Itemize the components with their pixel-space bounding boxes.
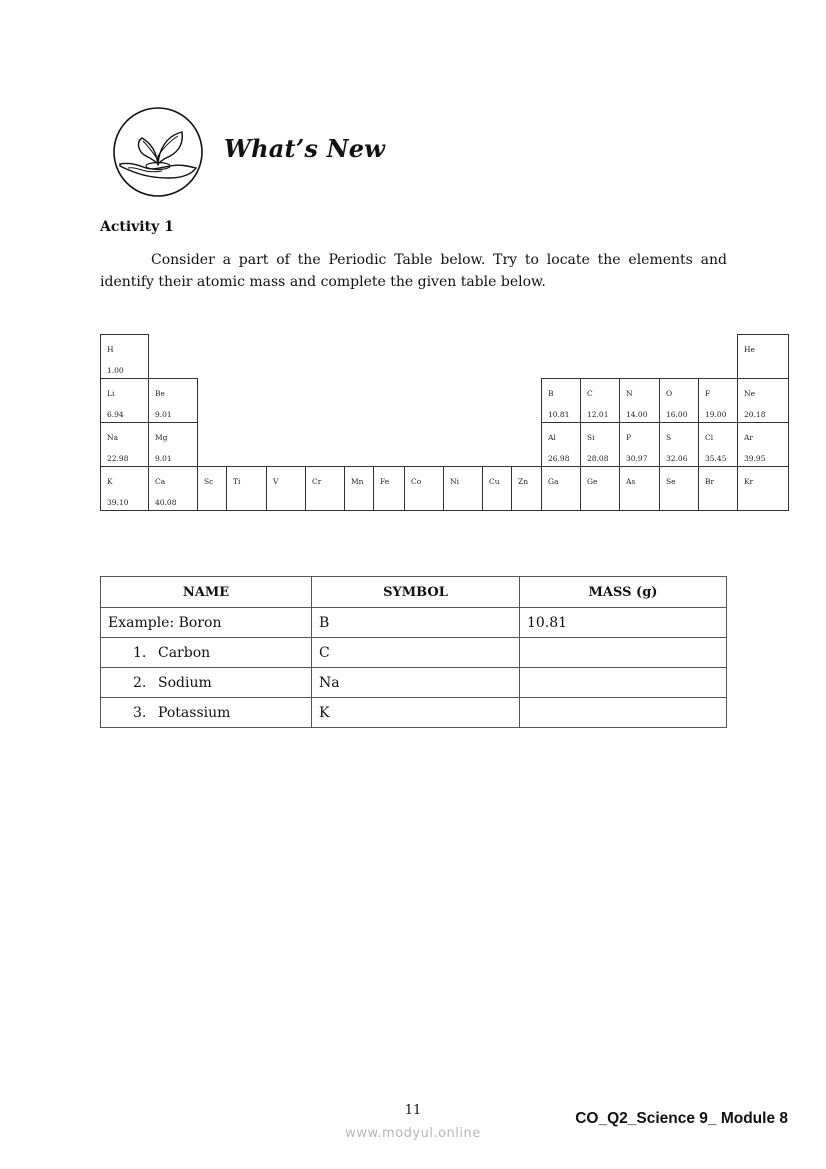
element-symbol: Be <box>155 389 165 398</box>
element-symbol: As <box>626 477 636 486</box>
element-cell-f <box>698 378 738 423</box>
element-cell-ca <box>148 466 198 511</box>
table-row <box>101 668 727 698</box>
element-mass: 19.00 <box>705 410 727 419</box>
mass-answer-cell[interactable] <box>520 668 727 698</box>
element-symbol: Ne <box>744 389 756 398</box>
element-cell-k <box>100 466 149 511</box>
element-cell-b <box>541 378 581 423</box>
element-cell-o <box>659 378 699 423</box>
element-cell-c <box>580 378 620 423</box>
element-symbol: S <box>666 433 672 442</box>
element-cell-as <box>619 466 660 511</box>
element-symbol: He <box>744 345 755 354</box>
element-symbol: Fe <box>380 477 390 486</box>
element-cell-ge <box>580 466 620 511</box>
mass-answer-cell[interactable] <box>520 698 727 728</box>
element-cell-ne <box>737 378 789 423</box>
mass-answer-cell[interactable] <box>520 638 727 668</box>
hand-holding-seedling-icon <box>112 106 204 198</box>
element-symbol: B <box>548 389 554 398</box>
element-symbol: Cu <box>489 477 500 486</box>
element-symbol: Br <box>705 477 715 486</box>
element-symbol: Na <box>107 433 119 442</box>
item-number: 3. <box>133 704 147 721</box>
mass-cell: 10.81 <box>520 608 727 638</box>
item-number: 2. <box>133 674 147 691</box>
element-mass: 26.98 <box>548 454 570 463</box>
element-cell-co <box>404 466 444 511</box>
symbol-cell: B <box>312 608 520 638</box>
watermark: www.modyul.online <box>345 1126 481 1141</box>
element-mass: 6.94 <box>107 410 124 419</box>
element-symbol: Co <box>411 477 422 486</box>
element-cell-n <box>619 378 660 423</box>
element-cell-he <box>737 334 789 379</box>
element-cell-mn <box>344 466 374 511</box>
element-symbol: O <box>666 389 673 398</box>
element-cell-cu <box>482 466 512 511</box>
name-cell <box>101 668 312 698</box>
element-symbol: Al <box>548 433 556 442</box>
element-symbol: Zn <box>518 477 529 486</box>
element-symbol: Ti <box>233 477 241 486</box>
table-row <box>101 698 727 728</box>
element-symbol: Si <box>587 433 595 442</box>
element-cell-cl <box>698 422 738 467</box>
element-mass: 10.81 <box>548 410 570 419</box>
element-cell-li <box>100 378 149 423</box>
element-cell-ga <box>541 466 581 511</box>
element-symbol: F <box>705 389 711 398</box>
element-mass: 40.08 <box>155 498 177 507</box>
column-header-symbol: SYMBOL <box>312 577 520 608</box>
element-cell-sc <box>197 466 227 511</box>
table-row <box>101 638 727 668</box>
element-cell-kr <box>737 466 789 511</box>
element-cell-mg <box>148 422 198 467</box>
element-symbol: Cr <box>312 477 322 486</box>
element-cell-na <box>100 422 149 467</box>
element-mass: 16.00 <box>666 410 688 419</box>
element-symbol: V <box>273 477 279 486</box>
element-mass: 1.00 <box>107 366 124 375</box>
element-mass: 12.01 <box>587 410 609 419</box>
element-symbol: Ge <box>587 477 598 486</box>
activity-title: Activity 1 <box>100 219 174 235</box>
item-name: Sodium <box>158 674 212 691</box>
element-cell-s <box>659 422 699 467</box>
element-mass: 28.08 <box>587 454 609 463</box>
name-cell <box>101 638 312 668</box>
element-cell-se <box>659 466 699 511</box>
element-cell-zn <box>511 466 542 511</box>
element-mass: 39.95 <box>744 454 766 463</box>
column-header-mass: MASS (g) <box>520 577 727 608</box>
element-symbol: Ar <box>744 433 754 442</box>
element-mass: 39.10 <box>107 498 129 507</box>
element-mass: 22.98 <box>107 454 129 463</box>
item-name: Potassium <box>158 704 231 721</box>
element-symbol: Ni <box>450 477 459 486</box>
activity-instructions: Consider a part of the Periodic Table below. Try to locate the elements and identify their atomic mass and complete the given table below. <box>100 252 727 290</box>
element-mass: 30.97 <box>626 454 648 463</box>
element-symbol: Mn <box>351 477 364 486</box>
element-symbol: Cl <box>705 433 714 442</box>
element-mass: 20.18 <box>744 410 766 419</box>
element-symbol: Se <box>666 477 676 486</box>
element-mass: 32.06 <box>666 454 688 463</box>
item-name: Carbon <box>158 644 211 661</box>
element-symbol: P <box>626 433 632 442</box>
element-cell-fe <box>373 466 405 511</box>
element-symbol: Sc <box>204 477 214 486</box>
symbol-cell: C <box>312 638 520 668</box>
element-symbol: Mg <box>155 433 168 442</box>
element-symbol: Li <box>107 389 115 398</box>
element-cell-ar <box>737 422 789 467</box>
table-row <box>101 608 727 638</box>
element-cell-ni <box>443 466 483 511</box>
element-cell-si <box>580 422 620 467</box>
element-symbol: N <box>626 389 633 398</box>
module-code: CO_Q2_Science 9_ Module 8 <box>575 1110 788 1127</box>
name-cell: Example: Boron <box>101 608 312 638</box>
answer-table-header-row <box>101 577 727 608</box>
element-cell-be <box>148 378 198 423</box>
element-symbol: C <box>587 389 593 398</box>
element-mass: 9.01 <box>155 410 172 419</box>
element-cell-cr <box>305 466 345 511</box>
name-cell <box>101 698 312 728</box>
element-mass: 9.01 <box>155 454 172 463</box>
element-cell-v <box>266 466 306 511</box>
element-mass: 35.45 <box>705 454 727 463</box>
element-cell-ti <box>226 466 267 511</box>
element-symbol: Ga <box>548 477 559 486</box>
symbol-cell: Na <box>312 668 520 698</box>
page-number: 11 <box>404 1103 422 1118</box>
element-symbol: H <box>107 345 114 354</box>
element-cell-p <box>619 422 660 467</box>
answer-table <box>100 576 727 728</box>
element-cell-al <box>541 422 581 467</box>
element-symbol: K <box>107 477 113 486</box>
element-cell-br <box>698 466 738 511</box>
column-header-name: NAME <box>101 577 312 608</box>
element-symbol: Ca <box>155 477 166 486</box>
element-cell-h <box>100 334 149 379</box>
item-number: 1. <box>133 644 147 661</box>
symbol-cell: K <box>312 698 520 728</box>
section-title: What’s New <box>224 134 386 163</box>
element-symbol: Kr <box>744 477 754 486</box>
element-mass: 14.00 <box>626 410 648 419</box>
